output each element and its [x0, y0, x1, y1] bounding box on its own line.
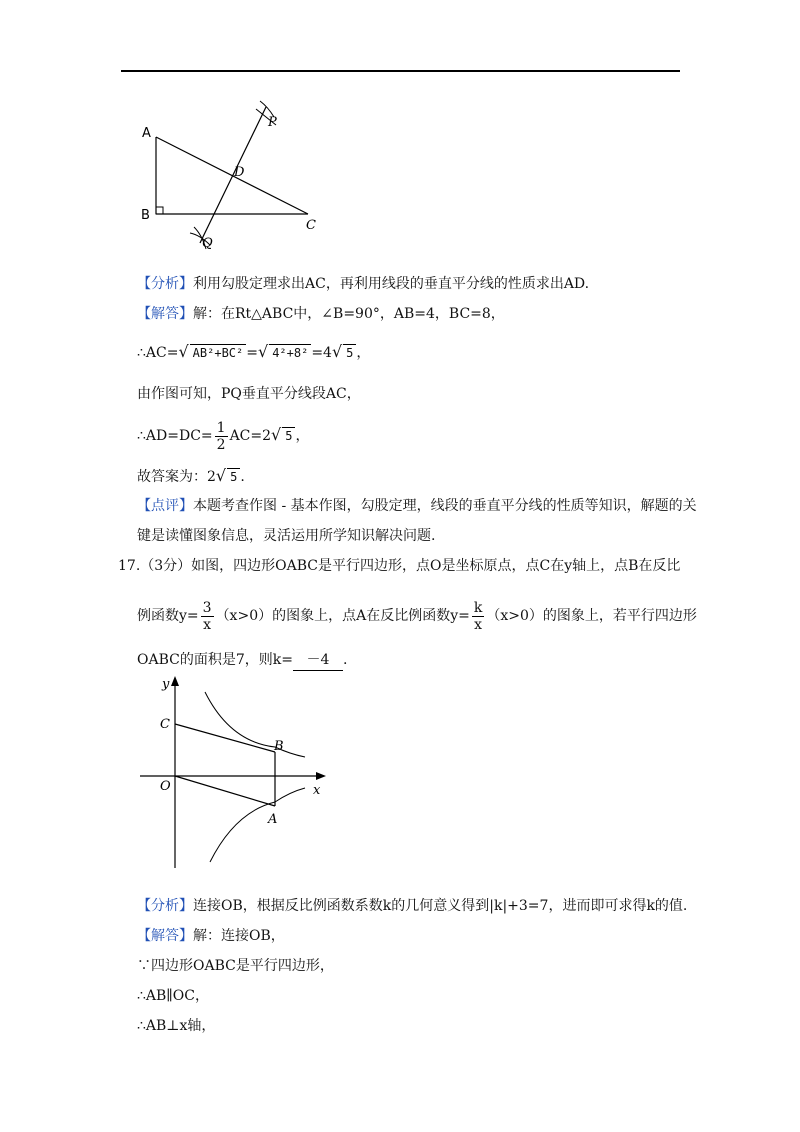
label-A2: A [268, 812, 278, 827]
label-B2: B [274, 739, 284, 754]
label-O: O [160, 779, 171, 794]
label-A: A [142, 126, 151, 141]
label-C2: C [160, 717, 170, 732]
ad-equation: ∴AD=DC= $\frac{1}{2}$ AC=2√ 5 ， [137, 419, 310, 453]
analysis-text: 利用勾股定理求出AC，再利用线段的垂直平分线的性质求出AD. [193, 276, 590, 292]
label-y: y [162, 677, 170, 692]
solution-text: 解：在Rt△ABC中，∠B=90°，AB=4，BC=8， [193, 306, 505, 322]
label-Q: Q [202, 236, 213, 251]
graph-figure [140, 672, 340, 872]
label-P: P [268, 115, 277, 130]
q17-line2: 例函数y= $\frac{3}{x}$ （x>0）的图象上，点A在反比例函数y= $\frac{k}{x}$ （x>0）的图象上，若平行四边形 [137, 599, 697, 633]
answer-blank: －4 [293, 650, 343, 671]
header-rule [121, 70, 680, 72]
label-C: C [306, 218, 316, 233]
comment-16-cont: 键是读懂图象信息，灵活运用所学知识解决问题. [137, 528, 436, 544]
diagram-note: 由作图可知，PQ垂直平分线段AC， [137, 386, 361, 402]
analysis-16 [137, 274, 589, 294]
answer-16: 故答案为：2√ 5 . [137, 466, 245, 485]
comment-16: 【点评】本题考查作图 - 基本作图，勾股定理，线段的垂直平分线的性质等知识，解题的关 [137, 498, 697, 514]
q17-line3: OABC的面积是7，则k= －4 . [137, 650, 347, 671]
solution-17-line2: ∴AB∥OC， [137, 988, 209, 1004]
analysis-tag: 【分析】 [137, 276, 193, 292]
solution-17-line1: ∵四边形OABC是平行四边形， [137, 958, 334, 974]
comment-tag: 【点评】 [137, 498, 193, 514]
label-D: D [234, 165, 245, 180]
solution-17: 【解答】解：连接OB， [137, 928, 285, 944]
solution-tag: 【解答】 [137, 306, 193, 322]
solution-16 [137, 304, 505, 324]
triangle-figure [130, 95, 330, 255]
label-B: B [141, 208, 150, 223]
ac-equation: ∴AC=√ AB²+BC² =√ 4²+8² =4√ 5 ， [137, 342, 371, 361]
solution-17-line3: ∴AB⊥x轴， [137, 1018, 216, 1034]
q17-line1: 17.（3分）如图，四边形OABC是平行四边形，点O是坐标原点，点C在y轴上，点B在反比 [118, 558, 681, 574]
analysis-17: 【分析】连接OB，根据反比例函数系数k的几何意义得到|k|+3=7，进而即可求得k的值. [137, 898, 688, 914]
label-x: x [313, 783, 321, 798]
